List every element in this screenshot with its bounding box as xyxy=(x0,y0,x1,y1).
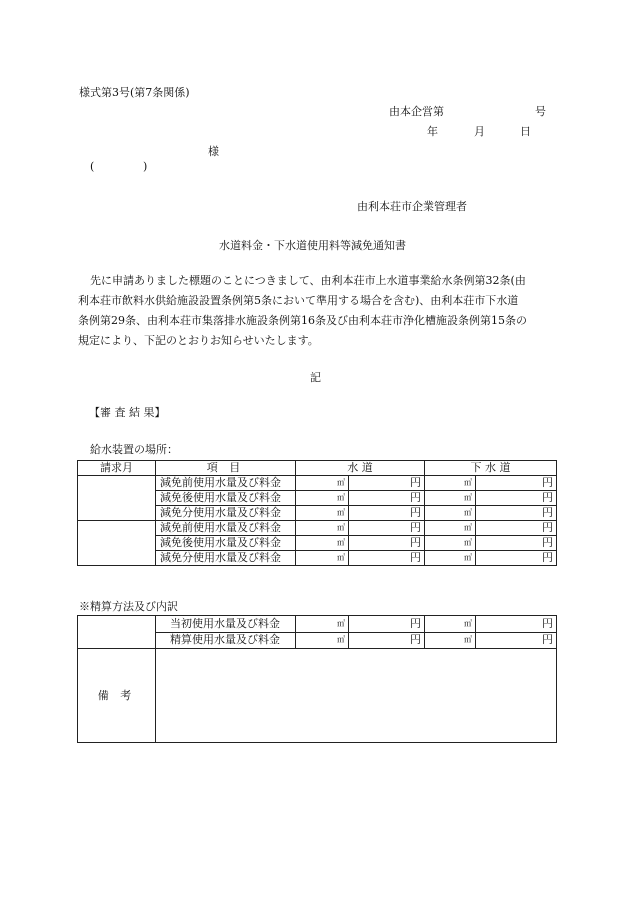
billing-month-cell[interactable] xyxy=(78,521,156,566)
table-row xyxy=(78,476,557,491)
sewer-fee-cell[interactable]: 円 xyxy=(476,616,557,633)
paren-close: ) xyxy=(143,160,148,173)
sewer-fee-cell[interactable]: 円 xyxy=(476,506,557,521)
water-volume-cell[interactable]: ㎥ xyxy=(296,491,349,506)
sewer-volume-cell[interactable]: ㎥ xyxy=(425,506,476,521)
location-label: 給水装置の場所： xyxy=(90,443,178,456)
sewer-fee-cell[interactable]: 円 xyxy=(476,521,557,536)
sewer-volume-cell[interactable]: ㎥ xyxy=(425,476,476,491)
sewer-volume-cell[interactable]: ㎥ xyxy=(425,521,476,536)
date-month: 月 xyxy=(474,125,485,138)
water-fee-cell[interactable]: 円 xyxy=(349,521,425,536)
row-label: 減免分使用水量及び料金 xyxy=(156,506,296,521)
remarks-field[interactable] xyxy=(156,649,557,743)
review-result-table xyxy=(77,460,557,566)
sewer-fee-cell[interactable]: 円 xyxy=(476,551,557,566)
water-volume-cell[interactable]: ㎥ xyxy=(296,521,349,536)
date-year: 年 xyxy=(427,125,438,138)
sewer-fee-cell[interactable]: 円 xyxy=(476,476,557,491)
remarks-row xyxy=(78,649,557,743)
ki-mark: 記 xyxy=(310,371,321,384)
sewer-volume-cell[interactable]: ㎥ xyxy=(425,536,476,551)
water-fee-cell[interactable]: 円 xyxy=(349,551,425,566)
header-billing-month: 請求月 xyxy=(78,461,156,476)
row-label: 減免前使用水量及び料金 xyxy=(156,521,296,536)
table-row xyxy=(78,616,557,633)
water-volume-cell[interactable]: ㎥ xyxy=(296,551,349,566)
body-line: 条例第29条、由利本荘市集落排水施設条例第16条及び由利本荘市浄化槽施設条例第15条の xyxy=(78,314,527,327)
paren-open: ( xyxy=(90,160,95,173)
body-line: 規定により、下記のとおりお知らせいたします。 xyxy=(78,334,319,347)
row-label: 精算使用水量及び料金 xyxy=(156,632,296,649)
water-volume-cell[interactable]: ㎥ xyxy=(296,476,349,491)
body-line: 利本荘市飲料水供給施設設置条例第5条において準用する場合を含む)、由利本荘市下水道 xyxy=(78,294,519,307)
header-item: 項 目 xyxy=(156,461,296,476)
sewer-volume-cell[interactable]: ㎥ xyxy=(425,551,476,566)
water-volume-cell[interactable]: ㎥ xyxy=(296,506,349,521)
water-volume-cell[interactable]: ㎥ xyxy=(296,616,349,633)
water-fee-cell[interactable]: 円 xyxy=(349,506,425,521)
billing-month-cell[interactable] xyxy=(78,476,156,521)
table-header-row xyxy=(78,461,557,476)
document-title: 水道料金・下水道使用料等減免通知書 xyxy=(219,239,406,252)
section-heading: 【審 査 結 果】 xyxy=(89,406,166,419)
sewer-volume-cell[interactable]: ㎥ xyxy=(425,632,476,649)
document-number-suffix: 号 xyxy=(535,105,546,118)
document-number-prefix: 由本企営第 xyxy=(389,105,444,118)
header-sewer: 下 水 道 xyxy=(425,461,557,476)
sewer-fee-cell[interactable]: 円 xyxy=(476,536,557,551)
water-fee-cell[interactable]: 円 xyxy=(349,632,425,649)
row-label: 減免分使用水量及び料金 xyxy=(156,551,296,566)
header-water: 水 道 xyxy=(296,461,425,476)
date-day: 日 xyxy=(520,125,531,138)
water-volume-cell[interactable]: ㎥ xyxy=(296,632,349,649)
sewer-fee-cell[interactable]: 円 xyxy=(476,491,557,506)
body-line: 先に申請ありました標題のことにつきまして、由利本荘市上水道事業給水条例第32条(由 xyxy=(90,274,526,287)
sewer-volume-cell[interactable]: ㎥ xyxy=(425,616,476,633)
water-fee-cell[interactable]: 円 xyxy=(349,536,425,551)
remarks-label: 備 考 xyxy=(78,649,156,743)
row-label: 減免後使用水量及び料金 xyxy=(156,491,296,506)
water-fee-cell[interactable]: 円 xyxy=(349,491,425,506)
form-number: 様式第3号(第7条関係) xyxy=(79,86,190,99)
calc-breakdown-table xyxy=(77,615,557,743)
sewer-volume-cell[interactable]: ㎥ xyxy=(425,491,476,506)
row-label: 減免前使用水量及び料金 xyxy=(156,476,296,491)
sewer-fee-cell[interactable]: 円 xyxy=(476,632,557,649)
addressee-sama: 様 xyxy=(208,145,219,158)
issuer: 由利本荘市企業管理者 xyxy=(357,200,467,213)
table-row xyxy=(78,521,557,536)
body-paragraph xyxy=(78,271,527,351)
water-fee-cell[interactable]: 円 xyxy=(349,616,425,633)
row-label: 当初使用水量及び料金 xyxy=(156,616,296,633)
calc-method-heading: ※精算方法及び内訳 xyxy=(79,600,178,613)
calc-blank-cell xyxy=(78,616,156,649)
row-label: 減免後使用水量及び料金 xyxy=(156,536,296,551)
water-fee-cell[interactable]: 円 xyxy=(349,476,425,491)
water-volume-cell[interactable]: ㎥ xyxy=(296,536,349,551)
